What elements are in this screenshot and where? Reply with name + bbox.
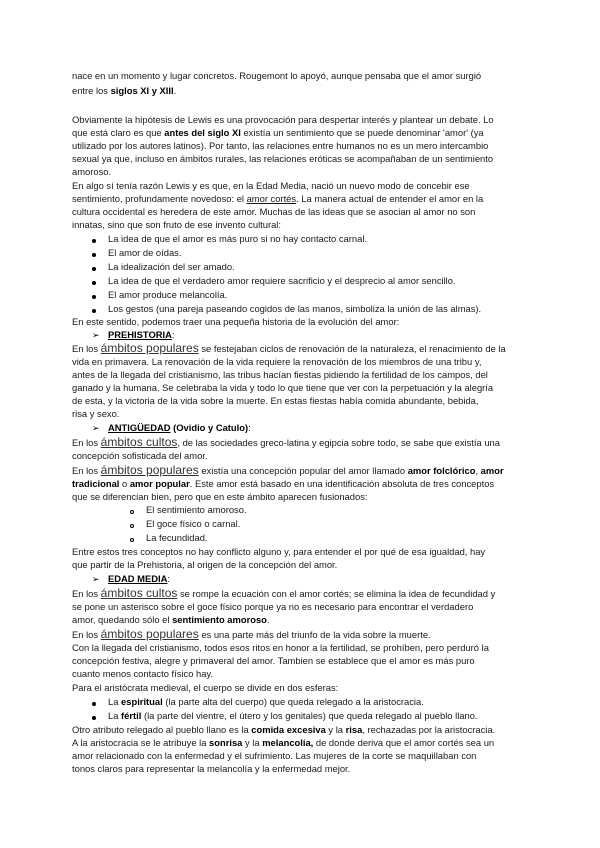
paragraph-line: amoroso. xyxy=(72,166,112,177)
list-item: La espiritual (la parte alta del cuerpo) que queda relegado a la aristocracia. xyxy=(108,696,424,707)
paragraph-line: concepción festiva, alegre y primaveral del amor. Tambien se establece que el amor es más puro xyxy=(72,655,475,666)
bullet-icon xyxy=(92,239,96,243)
paragraph-line: Para el aristócrata medieval, el cuerpo se divide en dos esferas: xyxy=(72,682,339,693)
paragraph-line: Obviamente la hipótesis de Lewis es una provocación para despertar interés y plantear un debate. Lo xyxy=(72,114,494,125)
paragraph-line: sexual ya que, incluso en ámbitos rurales, las relaciones eróticas se acompañaban de un sentimiento xyxy=(72,153,494,164)
paragraph-line: se pone un asterisco sobre el goce físico porque ya no es necesario para encontrar el verdadero xyxy=(72,601,474,612)
paragraph-line: En los ámbitos cultos, de las sociedades greco-latina y egipcia sobre todo, se sabe que existía una xyxy=(72,436,500,449)
paragraph-line: Con la llegada del cristianismo, todos esos ritos en honor a la fertilidad, se prohíben, pero perduró la xyxy=(72,642,489,653)
sub-bullet-icon xyxy=(130,538,134,542)
sub-list-item: El goce físico o carnal. xyxy=(146,518,241,529)
sub-bullet-icon xyxy=(130,524,134,528)
bullet-icon xyxy=(92,309,96,313)
bold-text: amor xyxy=(480,465,504,476)
paragraph-line: Otro atributo relegado al pueblo llano es la comida excesiva y la risa, rechazadas por la aristocracia. xyxy=(72,724,496,735)
paragraph-line: A la aristocracia se le atribuye la sonrisa y la melancolía, de donde deriva que el amor cortés sea un xyxy=(72,737,495,748)
bold-text: comida excesiva xyxy=(251,724,326,735)
bullet-icon xyxy=(92,281,96,285)
list-item: La idealización del ser amado. xyxy=(108,261,235,272)
list-item: El amor de oídas. xyxy=(108,247,182,258)
paragraph-line: Entre estos tres conceptos no hay conflicto alguno y, para entender el por qué de esa igualdad, hay xyxy=(72,546,486,557)
paragraph-line: En los ámbitos populares existía una concepción popular del amor llamado amor folclórico, amor xyxy=(72,464,504,477)
bold-text: amor folclórico xyxy=(407,465,476,476)
section-heading-edad-media: EDAD MEDIA: xyxy=(108,573,170,584)
paragraph-line: tonos claros para representar la melancolía y la enfermedad mejor. xyxy=(72,763,351,774)
paragraph-line: En los ámbitos cultos se rompe la ecuación con el amor cortés; se elimina la idea de fecundidad y xyxy=(72,587,496,600)
bold-text: antes del siglo XI xyxy=(164,127,241,138)
section-heading-antiguedad: ANTIGÜEDAD (Ovidio y Catulo): xyxy=(108,422,251,433)
bold-text: sonrisa xyxy=(209,737,243,748)
paragraph-line: vida en primavera. La renovación de la vida requiere la renovación de los miembros de una tribu y, xyxy=(72,356,482,367)
paragraph-line: antes de la llegada del cristianismo, las tribus hacían fiestas pidiendo la fertilidad de los campos, del xyxy=(72,369,488,380)
bullet-icon xyxy=(92,267,96,271)
underlined-term: ámbitos cultos xyxy=(100,436,178,449)
bold-text: sentimiento amoroso xyxy=(172,614,267,625)
sub-list-item: El sentimiento amoroso. xyxy=(146,504,247,515)
paragraph-line: entre los siglos XI y XIII. xyxy=(72,85,177,96)
paragraph-line: concepción sofisticada del amor. xyxy=(72,450,208,461)
underlined-term: ámbitos populares xyxy=(100,342,199,355)
sub-bullet-icon xyxy=(130,510,134,514)
arrow-bullet-icon: ➢ xyxy=(92,330,100,340)
paragraph-line: En los ámbitos populares es una parte más del triunfo de la vida sobre la muerte. xyxy=(72,628,431,641)
bullet-icon xyxy=(92,702,96,706)
bold-text: fértil xyxy=(121,710,142,721)
sub-list-item: La fecundidad. xyxy=(146,532,208,543)
underlined-term: ámbitos populares xyxy=(100,464,199,477)
arrow-bullet-icon: ➢ xyxy=(92,574,100,584)
paragraph-line: de esta, y la victoria de la vida sobre la muerte. En estas fiestas había comida abundante, bebida, xyxy=(72,395,479,406)
paragraph-line: tradicional o amor popular. Este amor está basado en una identificación absoluta de tres conceptos xyxy=(72,478,495,489)
bold-text: melancolía, xyxy=(262,737,314,748)
bold-text: amor popular xyxy=(129,478,190,489)
underlined-term: ámbitos cultos xyxy=(100,587,178,600)
list-item: La idea de que el verdadero amor requiere sacrificio y el desprecio al amor sencillo. xyxy=(108,275,456,286)
paragraph-line: cuanto menos contacto físico hay. xyxy=(72,668,214,679)
paragraph-line: que está claro es que antes del siglo XI existía un sentimiento que se puede denominar 'amor' (ya xyxy=(72,127,484,138)
section-heading-prehistoria: PREHISTORIA: xyxy=(108,329,175,340)
paragraph-line: innatas, sino que son fruto de ese invento cultural: xyxy=(72,219,281,230)
paragraph-line: En los ámbitos populares se festejaban ciclos de renovación de la naturaleza, el renacimiento de la xyxy=(72,342,506,355)
paragraph-line: En algo sí tenía razón Lewis y es que, en la Edad Media, nació un nuevo modo de concebir ese xyxy=(72,180,470,191)
paragraph-line: ganado y la humana. Se celebraba la vida y todo lo que tiene que ver con la perpetuación y la alegría xyxy=(72,382,494,393)
paragraph-line: utilizado por los autores latinos). Por tanto, las relaciones entre humanos no es un mero intercambio xyxy=(72,140,489,151)
list-item: El amor produce melancolía. xyxy=(108,289,228,300)
list-item: Los gestos (una pareja paseando cogidos de las manos, simboliza la unión de las almas). xyxy=(108,303,482,314)
bullet-icon xyxy=(92,716,96,720)
bold-text: risa xyxy=(345,724,363,735)
bold-text: tradicional xyxy=(72,478,120,489)
underlined-term: amor cortés xyxy=(246,193,297,204)
bullet-icon xyxy=(92,253,96,257)
paragraph-line: amor, quedando sólo el sentimiento amoroso. xyxy=(72,614,270,625)
arrow-bullet-icon: ➢ xyxy=(92,423,100,433)
paragraph-line: amor relacionado con la enfermedad y el sufrimiento. Las mujeres de la corte se maquillaban con xyxy=(72,750,477,761)
list-item: La fértil (la parte del vientre, el útero y los genitales) que queda relegado al pueblo llano. xyxy=(108,710,478,721)
underlined-term: ámbitos populares xyxy=(100,628,199,641)
bold-text: espiritual xyxy=(121,696,163,707)
list-item: La idea de que el amor es más puro si no hay contacto carnal. xyxy=(108,233,368,244)
paragraph-line: que partir de la Prehistoria, al origen de la concepción del amor. xyxy=(72,559,338,570)
paragraph-line: risa y sexo. xyxy=(72,408,120,419)
paragraph-line: En este sentido, podemos traer una pequeña historia de la evolución del amor: xyxy=(72,316,400,327)
paragraph-line: nace en un momento y lugar concretos. Rougemont lo apoyó, aunque pensaba que el amor surgió xyxy=(72,70,482,81)
bullet-icon xyxy=(92,295,96,299)
paragraph-line: que se diferencian bien, pero que en este ámbito aparecen fusionados: xyxy=(72,491,368,502)
bold-text: siglos XI y XIII xyxy=(110,85,174,96)
paragraph-line: sentimiento, profundamente novedoso: el amor cortés. La manera actual de entender el amor en la xyxy=(72,193,484,204)
paragraph-line: cultura occidental es heredera de este amor. Muchas de las ideas que se asocian al amor no son xyxy=(72,206,476,217)
